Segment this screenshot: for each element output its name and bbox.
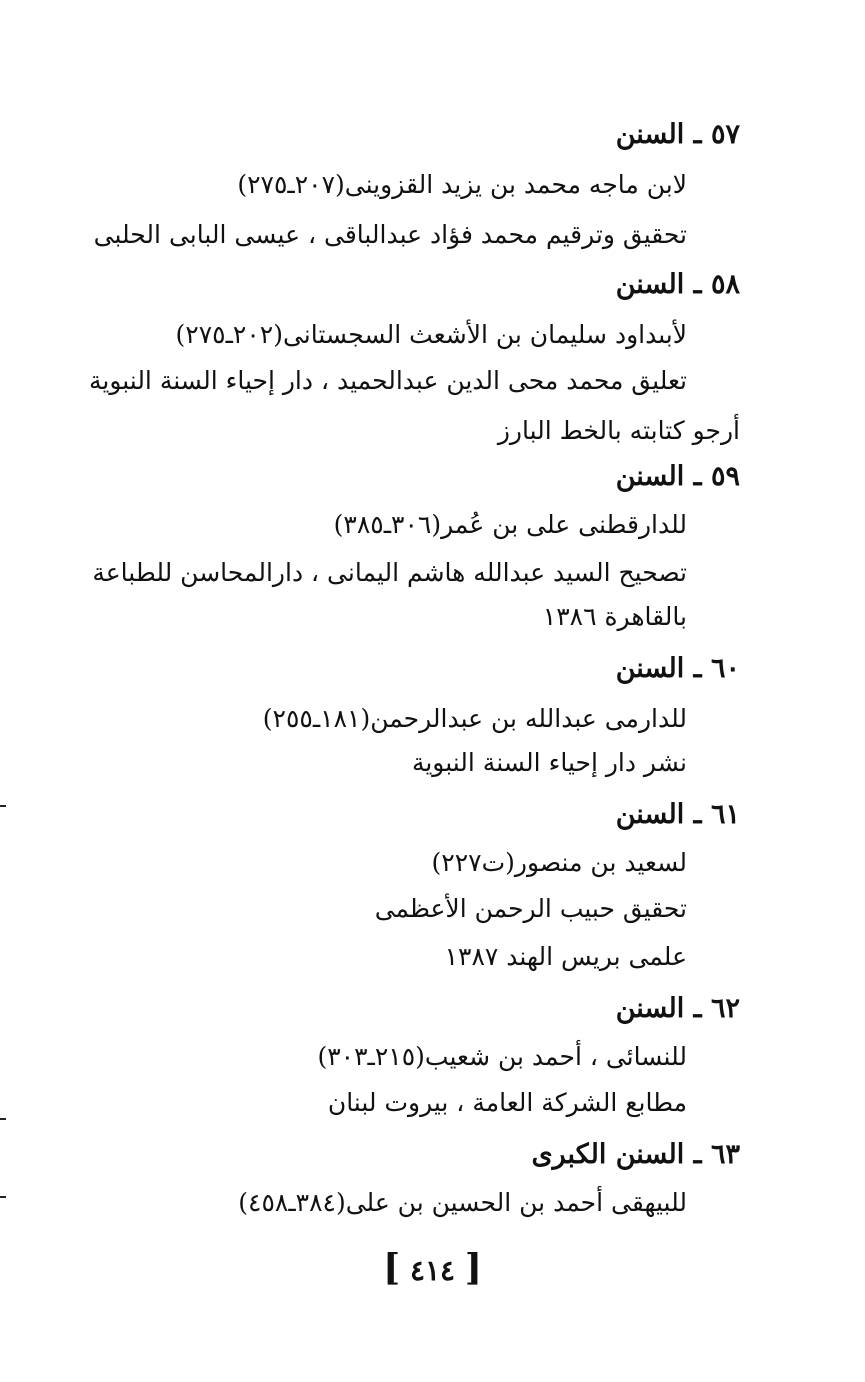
footer-bracket-open: [ bbox=[464, 1247, 482, 1289]
entry-61-heading: ٦١ ـ السنن bbox=[615, 799, 740, 830]
page-number-footer bbox=[0, 1248, 865, 1291]
entry-58-handwritten-note: أرجو كتابته بالخط البارز bbox=[497, 416, 740, 445]
entry-62-publisher: مطابع الشركة العامة ، بيروت لبنان bbox=[327, 1088, 687, 1117]
entry-61-editor: تحقيق حبيب الرحمن الأعظمى bbox=[374, 894, 687, 923]
entry-61-publisher: علمى بريس الهند ١٣٨٧ bbox=[444, 942, 687, 971]
entry-60-publisher: نشر دار إحياء السنة النبوية bbox=[411, 748, 687, 777]
entry-59-heading: ٥٩ ـ السنن bbox=[615, 461, 740, 492]
scan-edge-mark bbox=[0, 1118, 6, 1120]
entry-59-place: بالقاهرة ١٣٨٦ bbox=[542, 602, 687, 631]
entry-60-author: للدارمى عبدالله بن عبدالرحمن(١٨١ـ٢٥٥) bbox=[262, 704, 687, 733]
entry-59-author: للدارقطنى على بن عُمر(٣٠٦ـ٣٨٥) bbox=[333, 510, 687, 539]
entry-59-editor: تصحيح السيد عبدالله هاشم اليمانى ، دارالمحاسن للطباعة bbox=[92, 558, 687, 587]
entry-60-heading: ٦٠ ـ السنن bbox=[615, 653, 740, 684]
entry-58-author: لأبىداود سليمان بن الأشعث السجستانى(٢٠٢ـ٢٧٥) bbox=[175, 320, 687, 349]
entry-57-heading: ٥٧ ـ السنن bbox=[615, 119, 740, 150]
scan-edge-mark bbox=[0, 1196, 6, 1198]
footer-bracket-close: ] bbox=[383, 1247, 401, 1289]
entry-63-heading: ٦٣ ـ السنن الكبرى bbox=[531, 1139, 740, 1170]
entry-58-publisher: تعليق محمد محى الدين عبدالحميد ، دار إحياء السنة النبوية bbox=[88, 366, 687, 395]
entry-63-author: للبيهقى أحمد بن الحسين بن على(٣٨٤ـ٤٥٨) bbox=[238, 1188, 687, 1217]
scan-edge-mark bbox=[0, 805, 6, 807]
entry-57-publisher: تحقيق وترقيم محمد فؤاد عبدالباقى ، عيسى البابى الحلبى bbox=[93, 220, 687, 249]
entry-57-author: لابن ماجه محمد بن يزيد القزوينى(٢٠٧ـ٢٧٥) bbox=[237, 170, 687, 199]
entry-62-author: للنسائى ، أحمد بن شعيب(٢١٥ـ٣٠٣) bbox=[317, 1042, 687, 1071]
page-number: ٤١٤ bbox=[409, 1254, 456, 1287]
entry-62-heading: ٦٢ ـ السنن bbox=[615, 993, 740, 1024]
entry-58-heading: ٥٨ ـ السنن bbox=[615, 269, 740, 300]
entry-61-author: لسعيد بن منصور(ت٢٢٧) bbox=[431, 848, 687, 877]
